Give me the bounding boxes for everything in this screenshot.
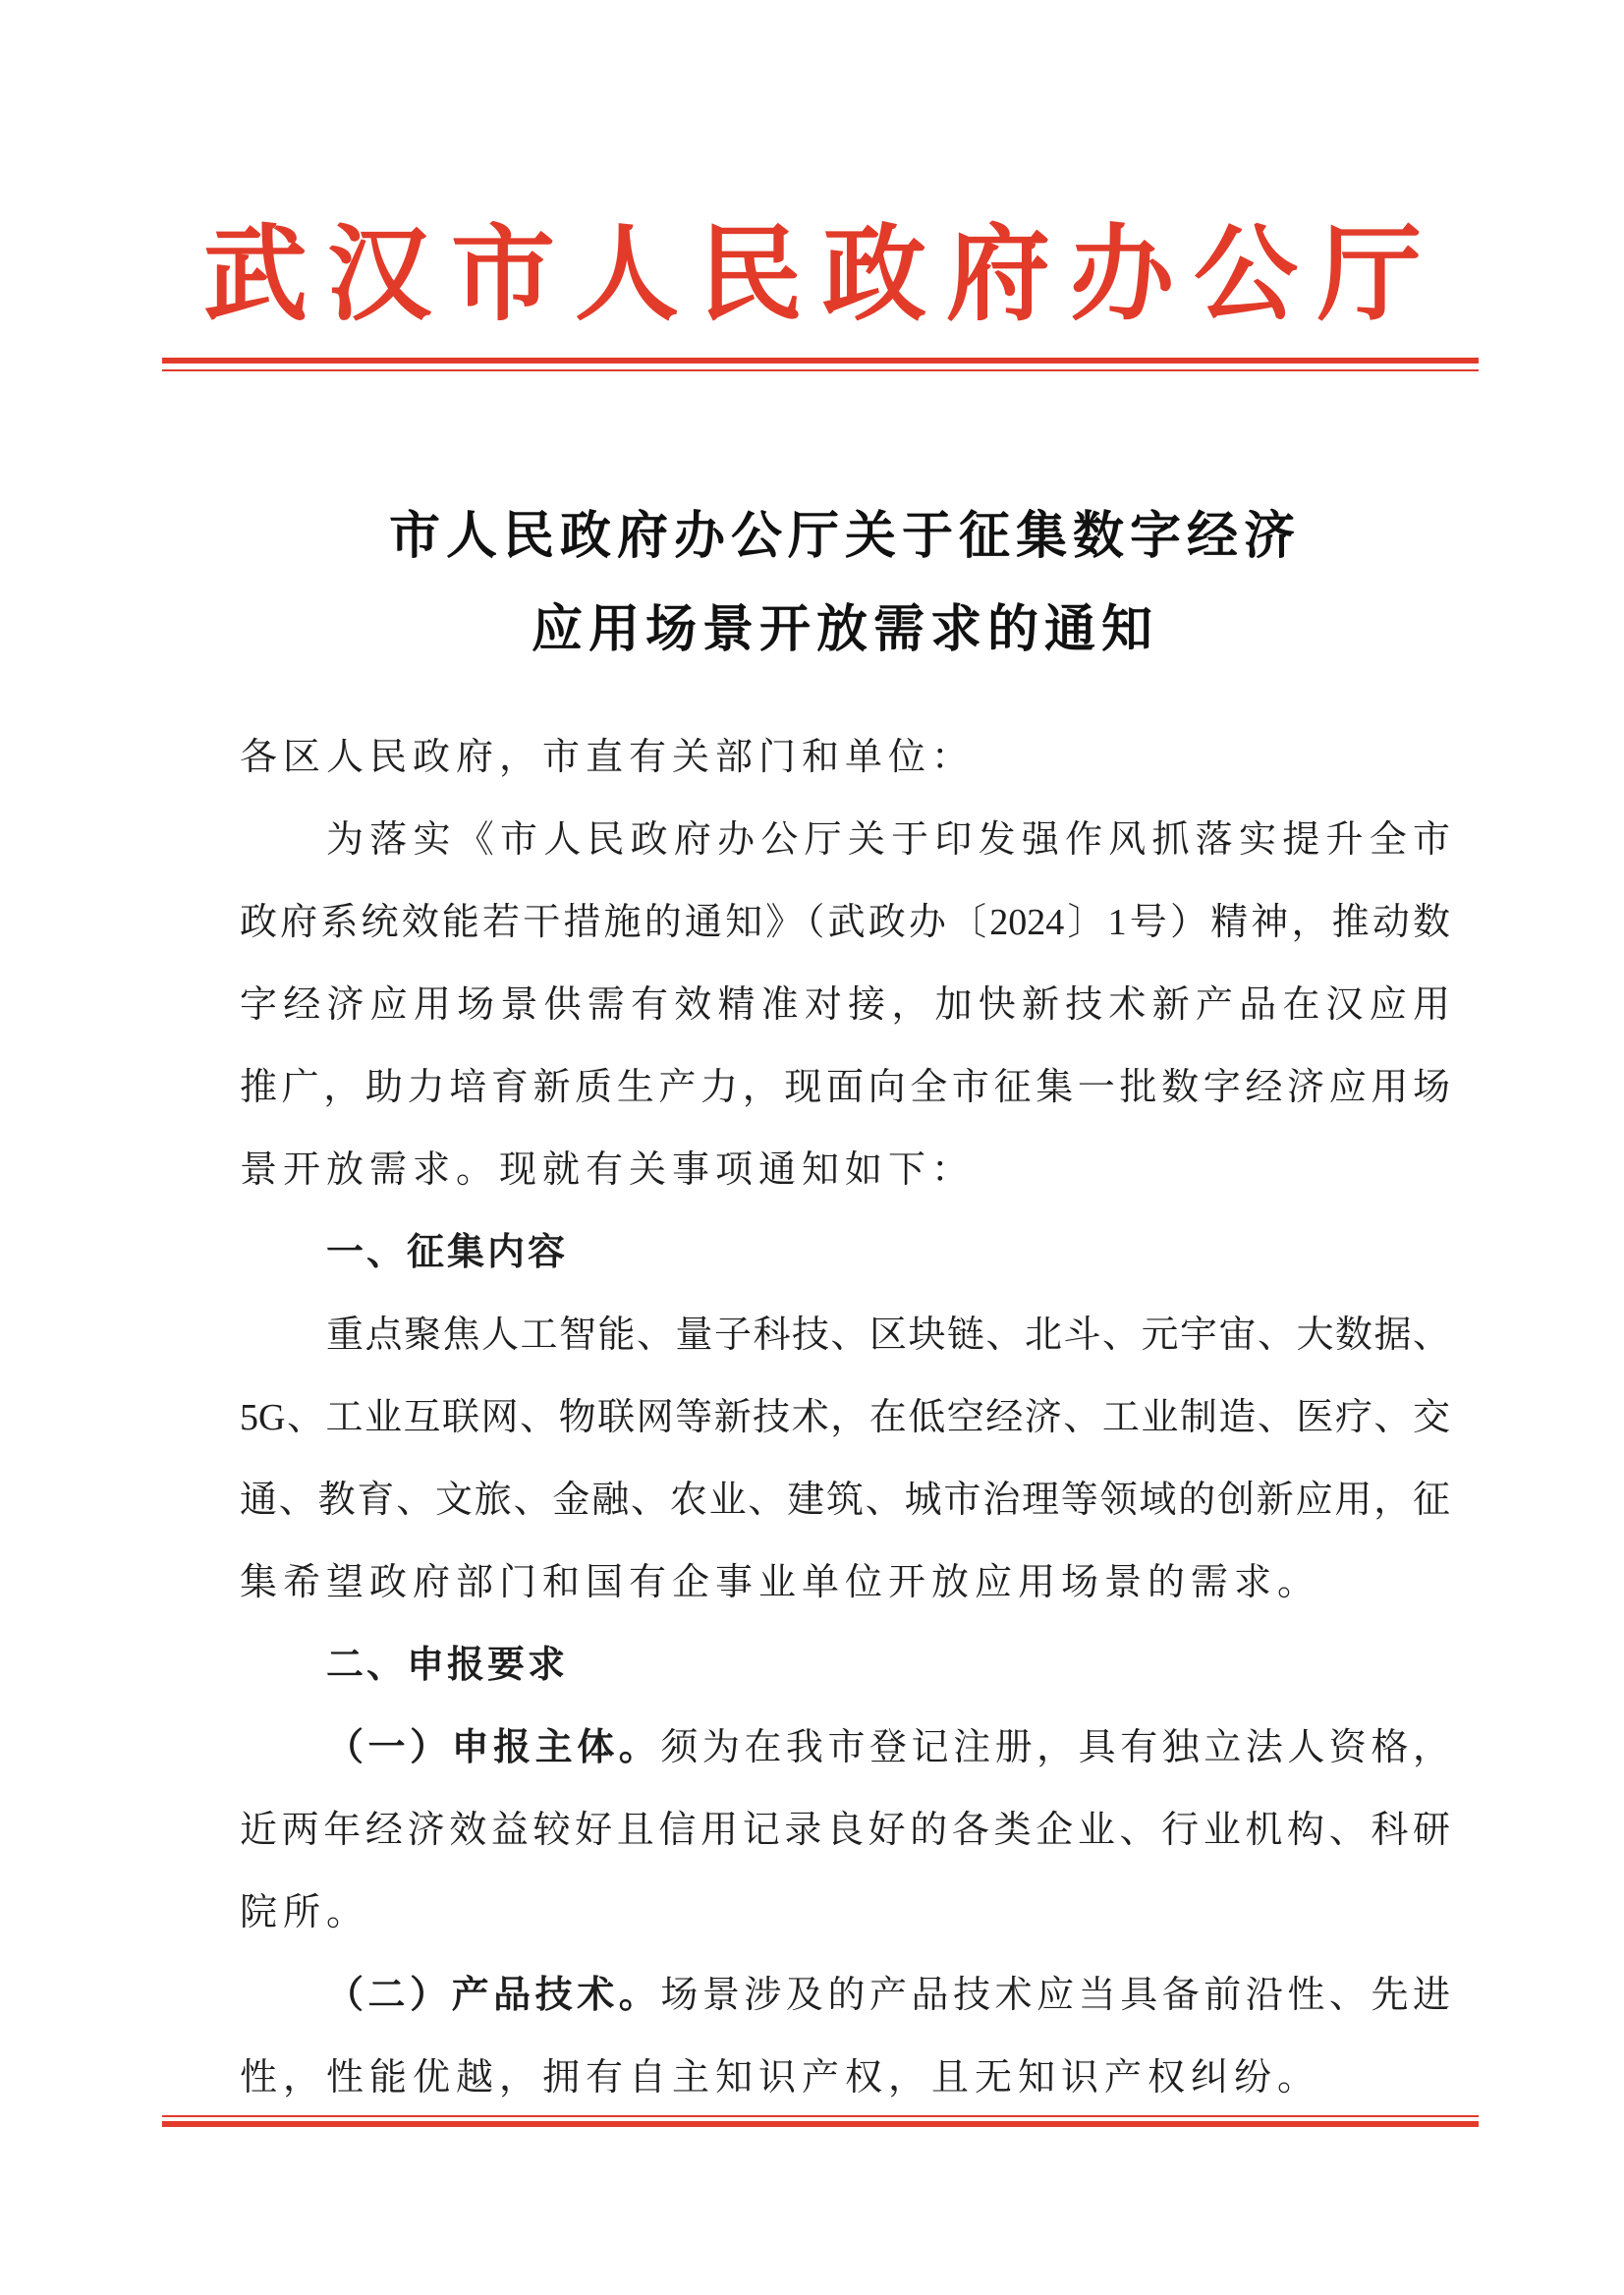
section-heading: 二、申报要求	[326, 1645, 569, 1686]
paragraph-line: 通、教育、文旅、金融、农业、建筑、城市治理等领域的创新应用，征	[240, 1480, 1450, 1521]
paragraph-line: 院所。	[240, 1892, 370, 1933]
document-title-line: 应用场景开放需求的通知	[531, 602, 1158, 658]
paragraph-line: 政府系统效能若干措施的通知》（武政办〔2024〕1号）精神，推动数	[240, 902, 1450, 943]
paragraph-line: 推广，助力培育新质生产力，现面向全市征集一批数字经济应用场	[240, 1067, 1450, 1108]
paragraph-line: 性，性能优越，拥有自主知识产权，且无知识产权纠纷。	[240, 2057, 1321, 2099]
document-body	[240, 716, 1450, 2119]
paragraph-line: 近两年经济效益较好且信用记录良好的各类企业、行业机构、科研	[240, 1810, 1450, 1851]
item-lead: （一）申报主体。	[326, 1727, 661, 1768]
paragraph-line: 为落实《市人民政府办公厅关于印发强作风抓落实提升全市	[326, 819, 1450, 861]
footer-red-rule-thin	[162, 2115, 1479, 2117]
header-red-rule-thin	[162, 369, 1479, 371]
paragraph-line: 集希望政府部门和国有企事业单位开放应用场景的需求。	[240, 1562, 1321, 1603]
paragraph-line	[240, 1707, 1450, 1789]
header-red-rule-thick	[162, 358, 1479, 364]
item-text: 须为在我市登记注册，具有独立法人资格，	[660, 1727, 1450, 1768]
item-text: 场景涉及的产品技术应当具备前沿性、先进	[660, 1975, 1450, 2016]
document-title-line: 市人民政府办公厅关于征集数字经济	[388, 509, 1301, 565]
paragraph-line: 重点聚焦人工智能、量子科技、区块链、北斗、元宇宙、大数据、	[326, 1315, 1450, 1356]
paragraph-line: 5G、工业互联网、物联网等新技术，在低空经济、工业制造、医疗、交	[240, 1397, 1450, 1438]
paragraph-line	[240, 1954, 1450, 2037]
paragraph-line: 景开放需求。现就有关事项通知如下：	[240, 1149, 976, 1191]
paragraph-line: 字经济应用场景供需有效精准对接，加快新技术新产品在汉应用	[240, 984, 1450, 1026]
item-lead: （二）产品技术。	[326, 1975, 661, 2016]
issuing-office-header: 武汉市人民政府办公厅	[203, 218, 1441, 333]
salutation: 各区人民政府，市直有关部门和单位：	[240, 737, 976, 778]
section-heading: 一、征集内容	[326, 1232, 569, 1273]
footer-red-rule-thick	[162, 2121, 1479, 2127]
document-title	[240, 490, 1450, 677]
